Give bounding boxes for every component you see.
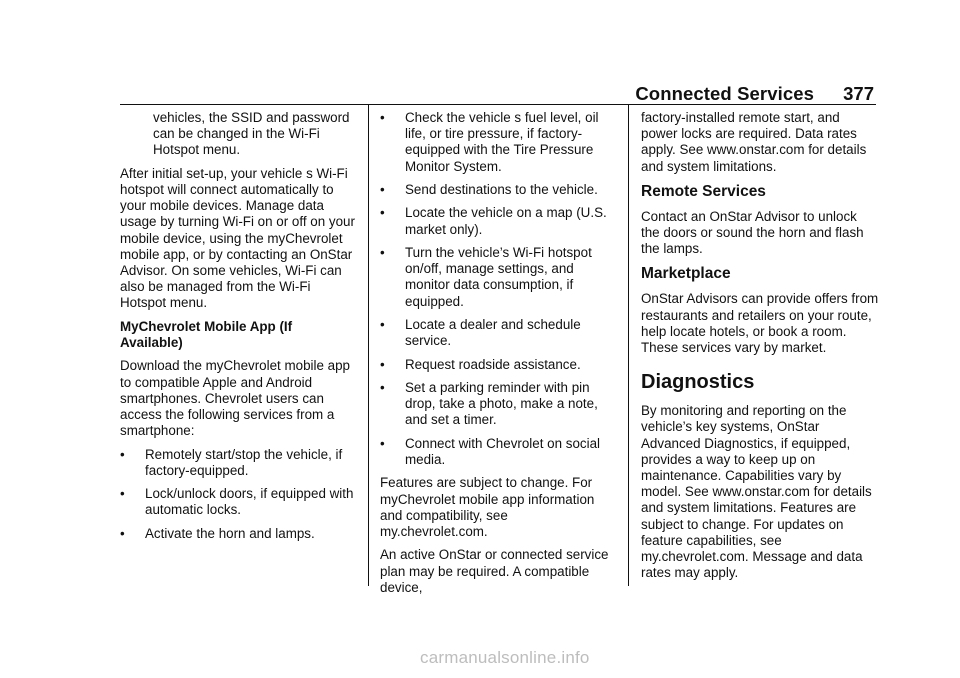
bullet-icon: • xyxy=(380,205,385,221)
list-item xyxy=(120,526,356,542)
list-item-text: Lock/unlock doors, if equipped with automatic locks. xyxy=(145,486,354,518)
list-item xyxy=(120,486,356,518)
list-item-text: Request roadside assistance. xyxy=(405,356,581,372)
header-rule xyxy=(120,104,876,105)
section-title: Connected Services xyxy=(635,83,814,104)
bullet-icon: • xyxy=(380,244,385,260)
list-item xyxy=(380,205,618,237)
list-item-text: Connect with Chevrolet on social media. xyxy=(405,435,601,467)
watermark: carmanualsonline.info xyxy=(420,648,590,667)
bullet-icon: • xyxy=(380,435,385,451)
list-item-text: Turn the vehicle’s Wi-Fi hotspot on/off, manage settings, and monitor data consumption, if equipped. xyxy=(405,244,592,309)
list-item xyxy=(380,182,618,198)
heading-diagnostics: Diagnostics xyxy=(641,371,755,394)
bullet-icon: • xyxy=(120,446,125,462)
wifi-paragraph: After initial set-up, your vehicle s Wi-Fi hotspot will connect automatically to your mobile devices. Manage data usage by turning Wi-Fi on or off on your mobile device, using the myChevrolet mobile app, or by contacting an OnStar Advisor. On some vehicles, Wi-Fi can also be managed from the Wi-Fi Hotspot menu. xyxy=(120,165,355,311)
bullet-icon: • xyxy=(380,356,385,372)
bullet-icon: • xyxy=(380,316,385,332)
list-item xyxy=(380,380,618,429)
list-item-text: Remotely start/stop the vehicle, if factory-equipped. xyxy=(145,446,343,478)
subheading-mychevrolet-app: MyChevrolet Mobile App (If Available) xyxy=(120,318,293,351)
list-item-text: Locate a dealer and schedule service. xyxy=(405,316,581,349)
list-item xyxy=(380,245,618,310)
bullet-icon: • xyxy=(380,379,385,395)
remote-services-paragraph: Contact an OnStar Advisor to unlock the doors or sound the horn and flash the lamps. xyxy=(641,208,864,257)
diagnostics-paragraph: By monitoring and reporting on the vehicle’s key systems, OnStar Advanced Diagnostics, if equipped, provides a way to keep up on maintenance. Capabilities vary by model. See www.onstar.com for details and system limitations. Features are subject to change. For updates on feature capabilities, see my.chevrolet.com. Message and data rates may apply. xyxy=(641,403,872,581)
list-item-text: Locate the vehicle on a map (U.S. market only). xyxy=(405,205,607,237)
page-header xyxy=(120,80,876,104)
heading-marketplace: Marketplace xyxy=(641,265,731,283)
list-item xyxy=(380,436,618,468)
app-intro-paragraph: Download the myChevrolet mobile app to compatible Apple and Android smartphones. Chevrolet users can access the following services from a smartphone: xyxy=(120,358,350,439)
heading-remote-services: Remote Services xyxy=(641,182,766,200)
marketplace-paragraph: OnStar Advisors can provide offers from restaurants and retailers on your route, help locate hotels, or book a room. These services vary by market. xyxy=(641,291,879,356)
column-3 xyxy=(641,110,879,589)
continued-paragraph: factory-installed remote start, and power locks are required. Data rates apply. See www.onstar.com for details and system limitations. xyxy=(641,110,867,174)
page-number: 377 xyxy=(843,83,874,104)
list-item-text: Set a parking reminder with pin drop, take a photo, make a note, and set a timer. xyxy=(405,379,598,428)
list-item-text: Check the vehicle s fuel level, oil life, or tire pressure, if factory-equipped with the Tire Pressure Monitor System. xyxy=(405,110,599,174)
list-item xyxy=(380,357,618,373)
column-divider-2 xyxy=(628,104,629,586)
bullet-icon: • xyxy=(380,182,385,197)
list-item xyxy=(380,317,618,349)
bullet-icon: • xyxy=(380,110,385,125)
column-divider-1 xyxy=(368,104,369,586)
bullet-icon: • xyxy=(120,525,125,541)
column-1 xyxy=(120,110,356,549)
list-item-text: Send destinations to the vehicle. xyxy=(405,182,598,197)
column-2 xyxy=(380,110,618,603)
list-item xyxy=(120,447,356,479)
list-item-text: Activate the horn and lamps. xyxy=(145,525,315,541)
bullet-icon: • xyxy=(120,486,125,502)
continued-text: vehicles, the SSID and password can be changed in the Wi-Fi Hotspot menu. xyxy=(153,110,350,158)
service-plan-paragraph: An active OnStar or connected service plan may be required. A compatible device, xyxy=(380,547,609,595)
list-item xyxy=(380,110,618,175)
features-paragraph: Features are subject to change. For myChevrolet mobile app information and compatibility, see my.chevrolet.com. xyxy=(380,475,595,539)
